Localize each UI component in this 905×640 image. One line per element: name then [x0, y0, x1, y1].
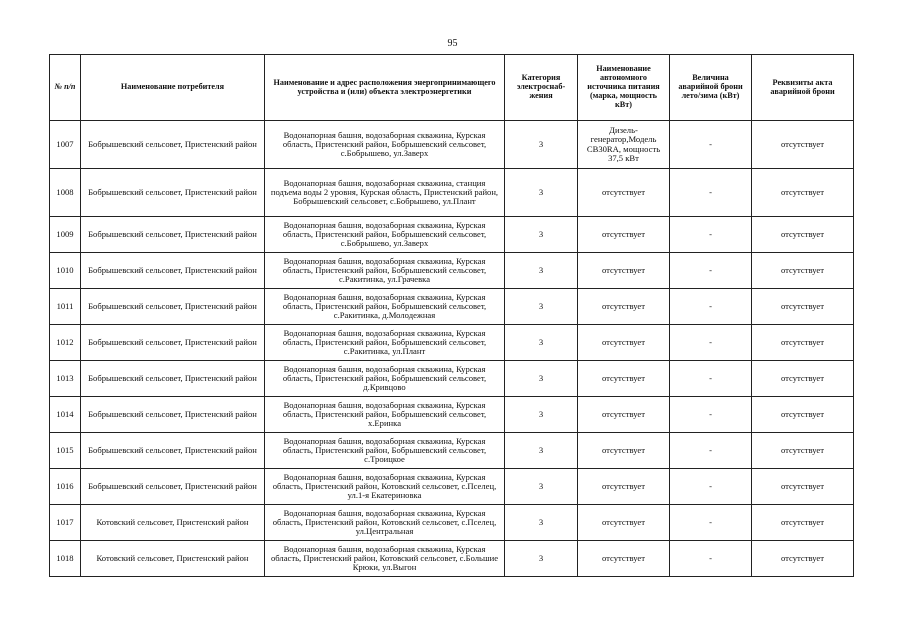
header-source: Наименование автономного источника питания (марка, мощность кВт) [578, 55, 670, 121]
header-consumer: Наименование потребителя [81, 55, 265, 121]
cell-reserve: - [670, 253, 752, 289]
cell-act: отсутствует [752, 169, 854, 217]
cell-object: Водонапорная башня, водозаборная скважина, Курская область, Пристенский район, Котовский сельсовет, с.Пселец, ул.1-я Екатериновка [265, 469, 505, 505]
table-row [50, 169, 854, 217]
table-row [50, 325, 854, 361]
cell-source: отсутствует [578, 253, 670, 289]
cell-act: отсутствует [752, 121, 854, 169]
cell-act: отсутствует [752, 469, 854, 505]
cell-reserve: - [670, 433, 752, 469]
cell-reserve: - [670, 469, 752, 505]
table-row [50, 541, 854, 577]
header-num: № п/п [50, 55, 81, 121]
cell-source: Дизель-генератор,Модель CB30RA, мощность 37,5 кВт [578, 121, 670, 169]
table-row [50, 433, 854, 469]
cell-number: 1016 [50, 469, 81, 505]
cell-consumer: Бобрышевский сельсовет, Пристенский район [81, 361, 265, 397]
cell-source: отсутствует [578, 505, 670, 541]
cell-consumer: Бобрышевский сельсовет, Пристенский район [81, 253, 265, 289]
cell-number: 1009 [50, 217, 81, 253]
header-reserve: Величина аварийной брони лето/зима (кВт) [670, 55, 752, 121]
cell-object: Водонапорная башня, водозаборная скважина, Курская область, Пристенский район, Бобрышевский сельсовет, с.Бобрышево, ул.Заверх [265, 217, 505, 253]
cell-object: Водонапорная башня, водозаборная скважина, Курская область, Пристенский район, Бобрышевский сельсовет, с.Ракитинка, ул.Грачевка [265, 253, 505, 289]
cell-category: 3 [505, 253, 578, 289]
cell-category: 3 [505, 469, 578, 505]
cell-source: отсутствует [578, 397, 670, 433]
cell-number: 1011 [50, 289, 81, 325]
cell-number: 1018 [50, 541, 81, 577]
header-category: Категория электроснаб-жения [505, 55, 578, 121]
cell-object: Водонапорная башня, водозаборная скважина, Курская область, Пристенский район, Котовский сельсовет, с.Пселец, ул.Центральная [265, 505, 505, 541]
table-row [50, 469, 854, 505]
cell-consumer: Котовский сельсовет, Пристенский район [81, 541, 265, 577]
cell-act: отсутствует [752, 505, 854, 541]
cell-act: отсутствует [752, 253, 854, 289]
cell-source: отсутствует [578, 433, 670, 469]
cell-object: Водонапорная башня, водозаборная скважина, Курская область, Пристенский район, Котовский сельсовет, с.Большие Крюки, ул.Выгон [265, 541, 505, 577]
cell-number: 1014 [50, 397, 81, 433]
cell-object: Водонапорная башня, водозаборная скважина, Курская область, Пристенский район, Бобрышевский сельсовет, х.Еринка [265, 397, 505, 433]
table-row [50, 253, 854, 289]
cell-act: отсутствует [752, 217, 854, 253]
cell-category: 3 [505, 289, 578, 325]
cell-source: отсутствует [578, 169, 670, 217]
cell-reserve: - [670, 289, 752, 325]
cell-object: Водонапорная башня, водозаборная скважина, Курская область, Пристенский район, Бобрышевский сельсовет, д.Кривцово [265, 361, 505, 397]
header-act: Реквизиты акта аварийной брони [752, 55, 854, 121]
cell-number: 1008 [50, 169, 81, 217]
cell-consumer: Бобрышевский сельсовет, Пристенский район [81, 469, 265, 505]
cell-category: 3 [505, 433, 578, 469]
cell-category: 3 [505, 361, 578, 397]
cell-consumer: Бобрышевский сельсовет, Пристенский район [81, 169, 265, 217]
register-table [49, 54, 854, 577]
cell-reserve: - [670, 169, 752, 217]
table-row [50, 289, 854, 325]
cell-consumer: Бобрышевский сельсовет, Пристенский район [81, 325, 265, 361]
cell-category: 3 [505, 397, 578, 433]
cell-object: Водонапорная башня, водозаборная скважина, Курская область, Пристенский район, Бобрышевский сельсовет, с.Ракитинка, д.Молодежная [265, 289, 505, 325]
cell-reserve: - [670, 361, 752, 397]
table-row [50, 505, 854, 541]
cell-reserve: - [670, 397, 752, 433]
cell-source: отсутствует [578, 361, 670, 397]
cell-source: отсутствует [578, 469, 670, 505]
cell-consumer: Бобрышевский сельсовет, Пристенский район [81, 217, 265, 253]
cell-act: отсутствует [752, 541, 854, 577]
cell-object: Водонапорная башня, водозаборная скважина, Курская область, Пристенский район, Бобрышевский сельсовет, с.Бобрышево, ул.Заверх [265, 121, 505, 169]
cell-category: 3 [505, 325, 578, 361]
cell-number: 1017 [50, 505, 81, 541]
cell-consumer: Бобрышевский сельсовет, Пристенский район [81, 397, 265, 433]
cell-reserve: - [670, 217, 752, 253]
header-row [50, 55, 854, 121]
cell-consumer: Бобрышевский сельсовет, Пристенский район [81, 433, 265, 469]
cell-act: отсутствует [752, 289, 854, 325]
cell-source: отсутствует [578, 289, 670, 325]
cell-category: 3 [505, 217, 578, 253]
table-row [50, 361, 854, 397]
page-number: 95 [447, 38, 458, 49]
cell-source: отсутствует [578, 541, 670, 577]
cell-act: отсутствует [752, 433, 854, 469]
cell-category: 3 [505, 505, 578, 541]
table-row [50, 121, 854, 169]
table-row [50, 397, 854, 433]
cell-consumer: Котовский сельсовет, Пристенский район [81, 505, 265, 541]
cell-object: Водонапорная башня, водозаборная скважина, станция подъема воды 2 уровня, Курская область, Пристенский район, Бобрышевский сельсовет, с.Бобрышево, ул.Плант [265, 169, 505, 217]
cell-number: 1015 [50, 433, 81, 469]
cell-consumer: Бобрышевский сельсовет, Пристенский район [81, 289, 265, 325]
cell-number: 1010 [50, 253, 81, 289]
cell-number: 1013 [50, 361, 81, 397]
cell-reserve: - [670, 325, 752, 361]
cell-consumer: Бобрышевский сельсовет, Пристенский район [81, 121, 265, 169]
table-row [50, 217, 854, 253]
header-object: Наименование и адрес расположения энергопринимающего устройства и (или) объекта электроэнергетики [265, 55, 505, 121]
cell-act: отсутствует [752, 361, 854, 397]
cell-category: 3 [505, 169, 578, 217]
cell-category: 3 [505, 121, 578, 169]
cell-reserve: - [670, 505, 752, 541]
cell-source: отсутствует [578, 325, 670, 361]
cell-act: отсутствует [752, 397, 854, 433]
cell-category: 3 [505, 541, 578, 577]
cell-object: Водонапорная башня, водозаборная скважина, Курская область, Пристенский район, Бобрышевский сельсовет, с.Ракитинка, ул.Плант [265, 325, 505, 361]
cell-act: отсутствует [752, 325, 854, 361]
cell-object: Водонапорная башня, водозаборная скважина, Курская область, Пристенский район, Бобрышевский сельсовет, с.Троицкое [265, 433, 505, 469]
cell-number: 1012 [50, 325, 81, 361]
cell-reserve: - [670, 121, 752, 169]
cell-number: 1007 [50, 121, 81, 169]
cell-reserve: - [670, 541, 752, 577]
cell-source: отсутствует [578, 217, 670, 253]
